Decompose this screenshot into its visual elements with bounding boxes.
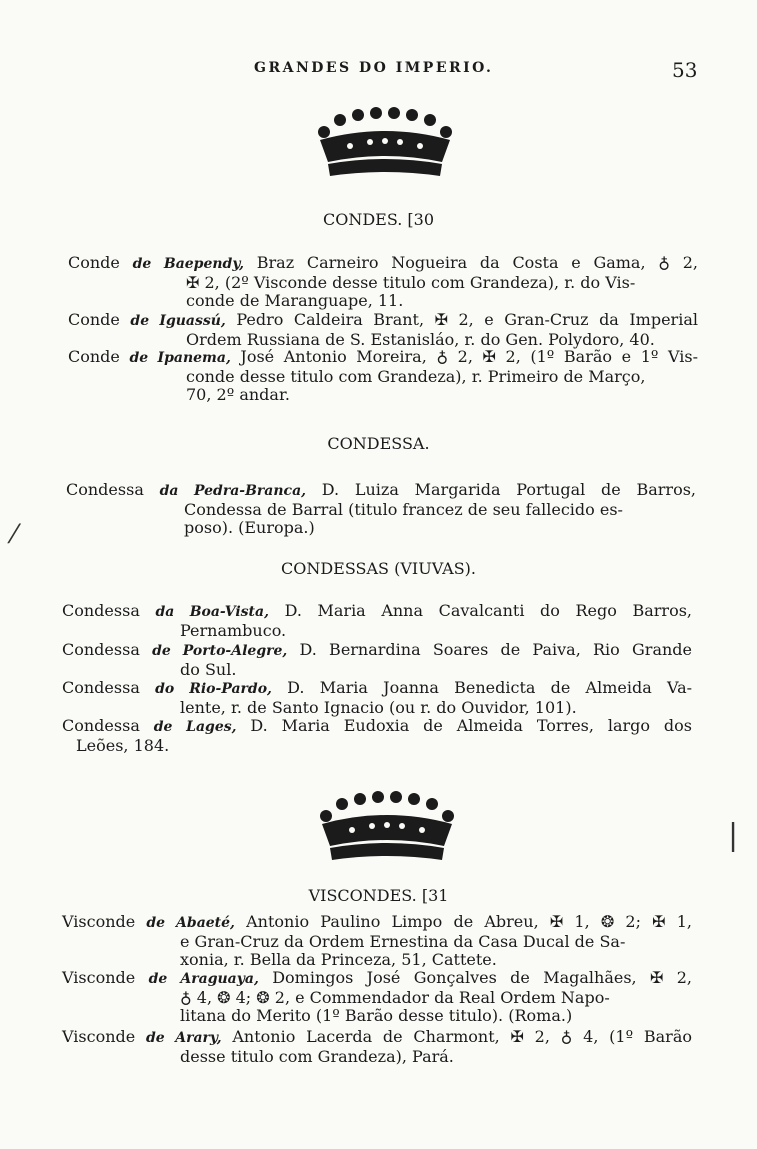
entry-title: Visconde — [62, 968, 149, 987]
entry-title: Conde — [68, 347, 130, 366]
list-item — [68, 254, 698, 311]
entry-text: Braz Carneiro Nogueira da Costa e Gama, ♁ 2, — [256, 253, 699, 272]
entry-text: D. Luiza Margarida Portugal de Barros, — [321, 480, 697, 499]
entry-title: Conde — [68, 253, 133, 272]
entry-line: lente, r. de Santo Ignacio (ou r. do Ouvidor, 101). — [180, 697, 577, 717]
crown-ornament-icon — [310, 102, 460, 184]
list-item — [68, 348, 698, 405]
entry-line: xonia, r. Bella da Princeza, 51, Cattete. — [180, 950, 497, 969]
condes-heading: CONDES. [30 — [322, 210, 435, 229]
entry-place: de Iguassú, — [130, 313, 226, 329]
running-title: GRANDES DO IMPERIO. — [254, 60, 494, 76]
entry-place: da Pedra-Branca, — [159, 483, 307, 499]
entry-title: Condessa — [62, 678, 156, 697]
entry-line: conde de Maranguape, 11. — [186, 291, 404, 310]
list-item — [62, 679, 692, 717]
entry-text: Antonio Lacerda de Charmont, ✠ 2, ♁ 4, (1º Barão — [232, 1027, 692, 1046]
entry-line: Leões, 184. — [76, 735, 170, 755]
crown-ornament-icon — [312, 786, 462, 868]
entry-text: D. Maria Anna Cavalcanti do Rego Barros, — [284, 601, 693, 620]
list-item — [62, 641, 692, 679]
entry-place: de Lages, — [153, 719, 237, 735]
entry-line: Condessa de Barral (titulo francez de seu fallecido es- — [184, 499, 623, 519]
list-item — [62, 602, 692, 640]
entry-place: de Araguaya, — [148, 971, 259, 987]
list-item — [62, 1028, 692, 1066]
entry-text: D. Maria Eudoxia de Almeida Torres, largo dos — [250, 716, 693, 735]
page-number: 53 — [672, 58, 698, 82]
margin-mark: ⁄ — [12, 520, 17, 550]
entry-text: Pedro Caldeira Brant, ✠ 2, e Gran-Cruz da Imperial — [236, 310, 698, 329]
entry-line: conde desse titulo com Grandeza), r. Primeiro de Março, — [186, 366, 646, 386]
condessas-viuvas-heading: CONDESSAS (VIUVAS). — [280, 559, 477, 578]
entry-text: Domingos José Gonçalves de Magalhães, ✠ 2, — [272, 968, 693, 987]
entry-title: Conde — [68, 310, 131, 329]
list-item — [62, 717, 692, 755]
entry-line: 70, 2º andar. — [186, 385, 290, 404]
entry-text: D. Bernardina Soares de Paiva, Rio Grande — [299, 640, 692, 659]
entry-title: Condessa — [62, 716, 154, 735]
entry-title: Visconde — [62, 1027, 146, 1046]
entry-line: ✠ 2, (2º Visconde desse titulo com Grandeza), r. do Vis- — [186, 272, 636, 292]
entry-title: Condessa — [66, 480, 160, 499]
entry-place: de Arary, — [145, 1030, 222, 1046]
entry-place: de Abaeté, — [146, 915, 235, 931]
entry-place: de Porto-Alegre, — [152, 643, 288, 659]
entry-text: Antonio Paulino Limpo de Abreu, ✠ 1, ❂ 2; ✠ 1, — [246, 912, 693, 931]
entry-title: Condessa — [62, 640, 153, 659]
list-item — [62, 969, 692, 1026]
margin-mark: | — [728, 818, 739, 853]
entry-line: Ordem Russiana de S. Estanisláo, r. do Gen. Polydoro, 40. — [186, 329, 655, 349]
entry-place: de Baependy, — [132, 256, 245, 272]
entry-line: poso). (Europa.) — [184, 518, 315, 537]
entry-line: desse titulo com Grandeza), Pará. — [180, 1046, 454, 1066]
entry-line: do Sul. — [180, 659, 237, 679]
viscondes-heading: VISCONDES. [31 — [308, 886, 449, 905]
entry-line: ♁ 4, ❂ 4; ❂ 2, e Commendador da Real Ordem Napo- — [180, 987, 610, 1007]
entry-place: de Ipanema, — [129, 350, 231, 366]
entry-title: Condessa — [62, 601, 156, 620]
entry-text: D. Maria Joanna Benedicta de Almeida Va- — [287, 678, 693, 697]
entry-title: Visconde — [62, 912, 147, 931]
list-item — [66, 481, 696, 538]
entry-text: José Antonio Moreira, ♁ 2, ✠ 2, (1º Barão e 1º Vis- — [240, 347, 698, 366]
entry-place: da Boa-Vista, — [155, 604, 269, 620]
entry-line: litana do Merito (1º Barão desse titulo). (Roma.) — [180, 1006, 573, 1025]
entry-place: do Rio-Pardo, — [155, 681, 272, 697]
entry-line: e Gran-Cruz da Ordem Ernestina da Casa Ducal de Sa- — [180, 931, 626, 951]
list-item — [62, 913, 692, 970]
entry-line: Pernambuco. — [180, 620, 287, 640]
list-item — [68, 311, 698, 349]
condessa-heading: CONDESSA. — [327, 434, 430, 453]
